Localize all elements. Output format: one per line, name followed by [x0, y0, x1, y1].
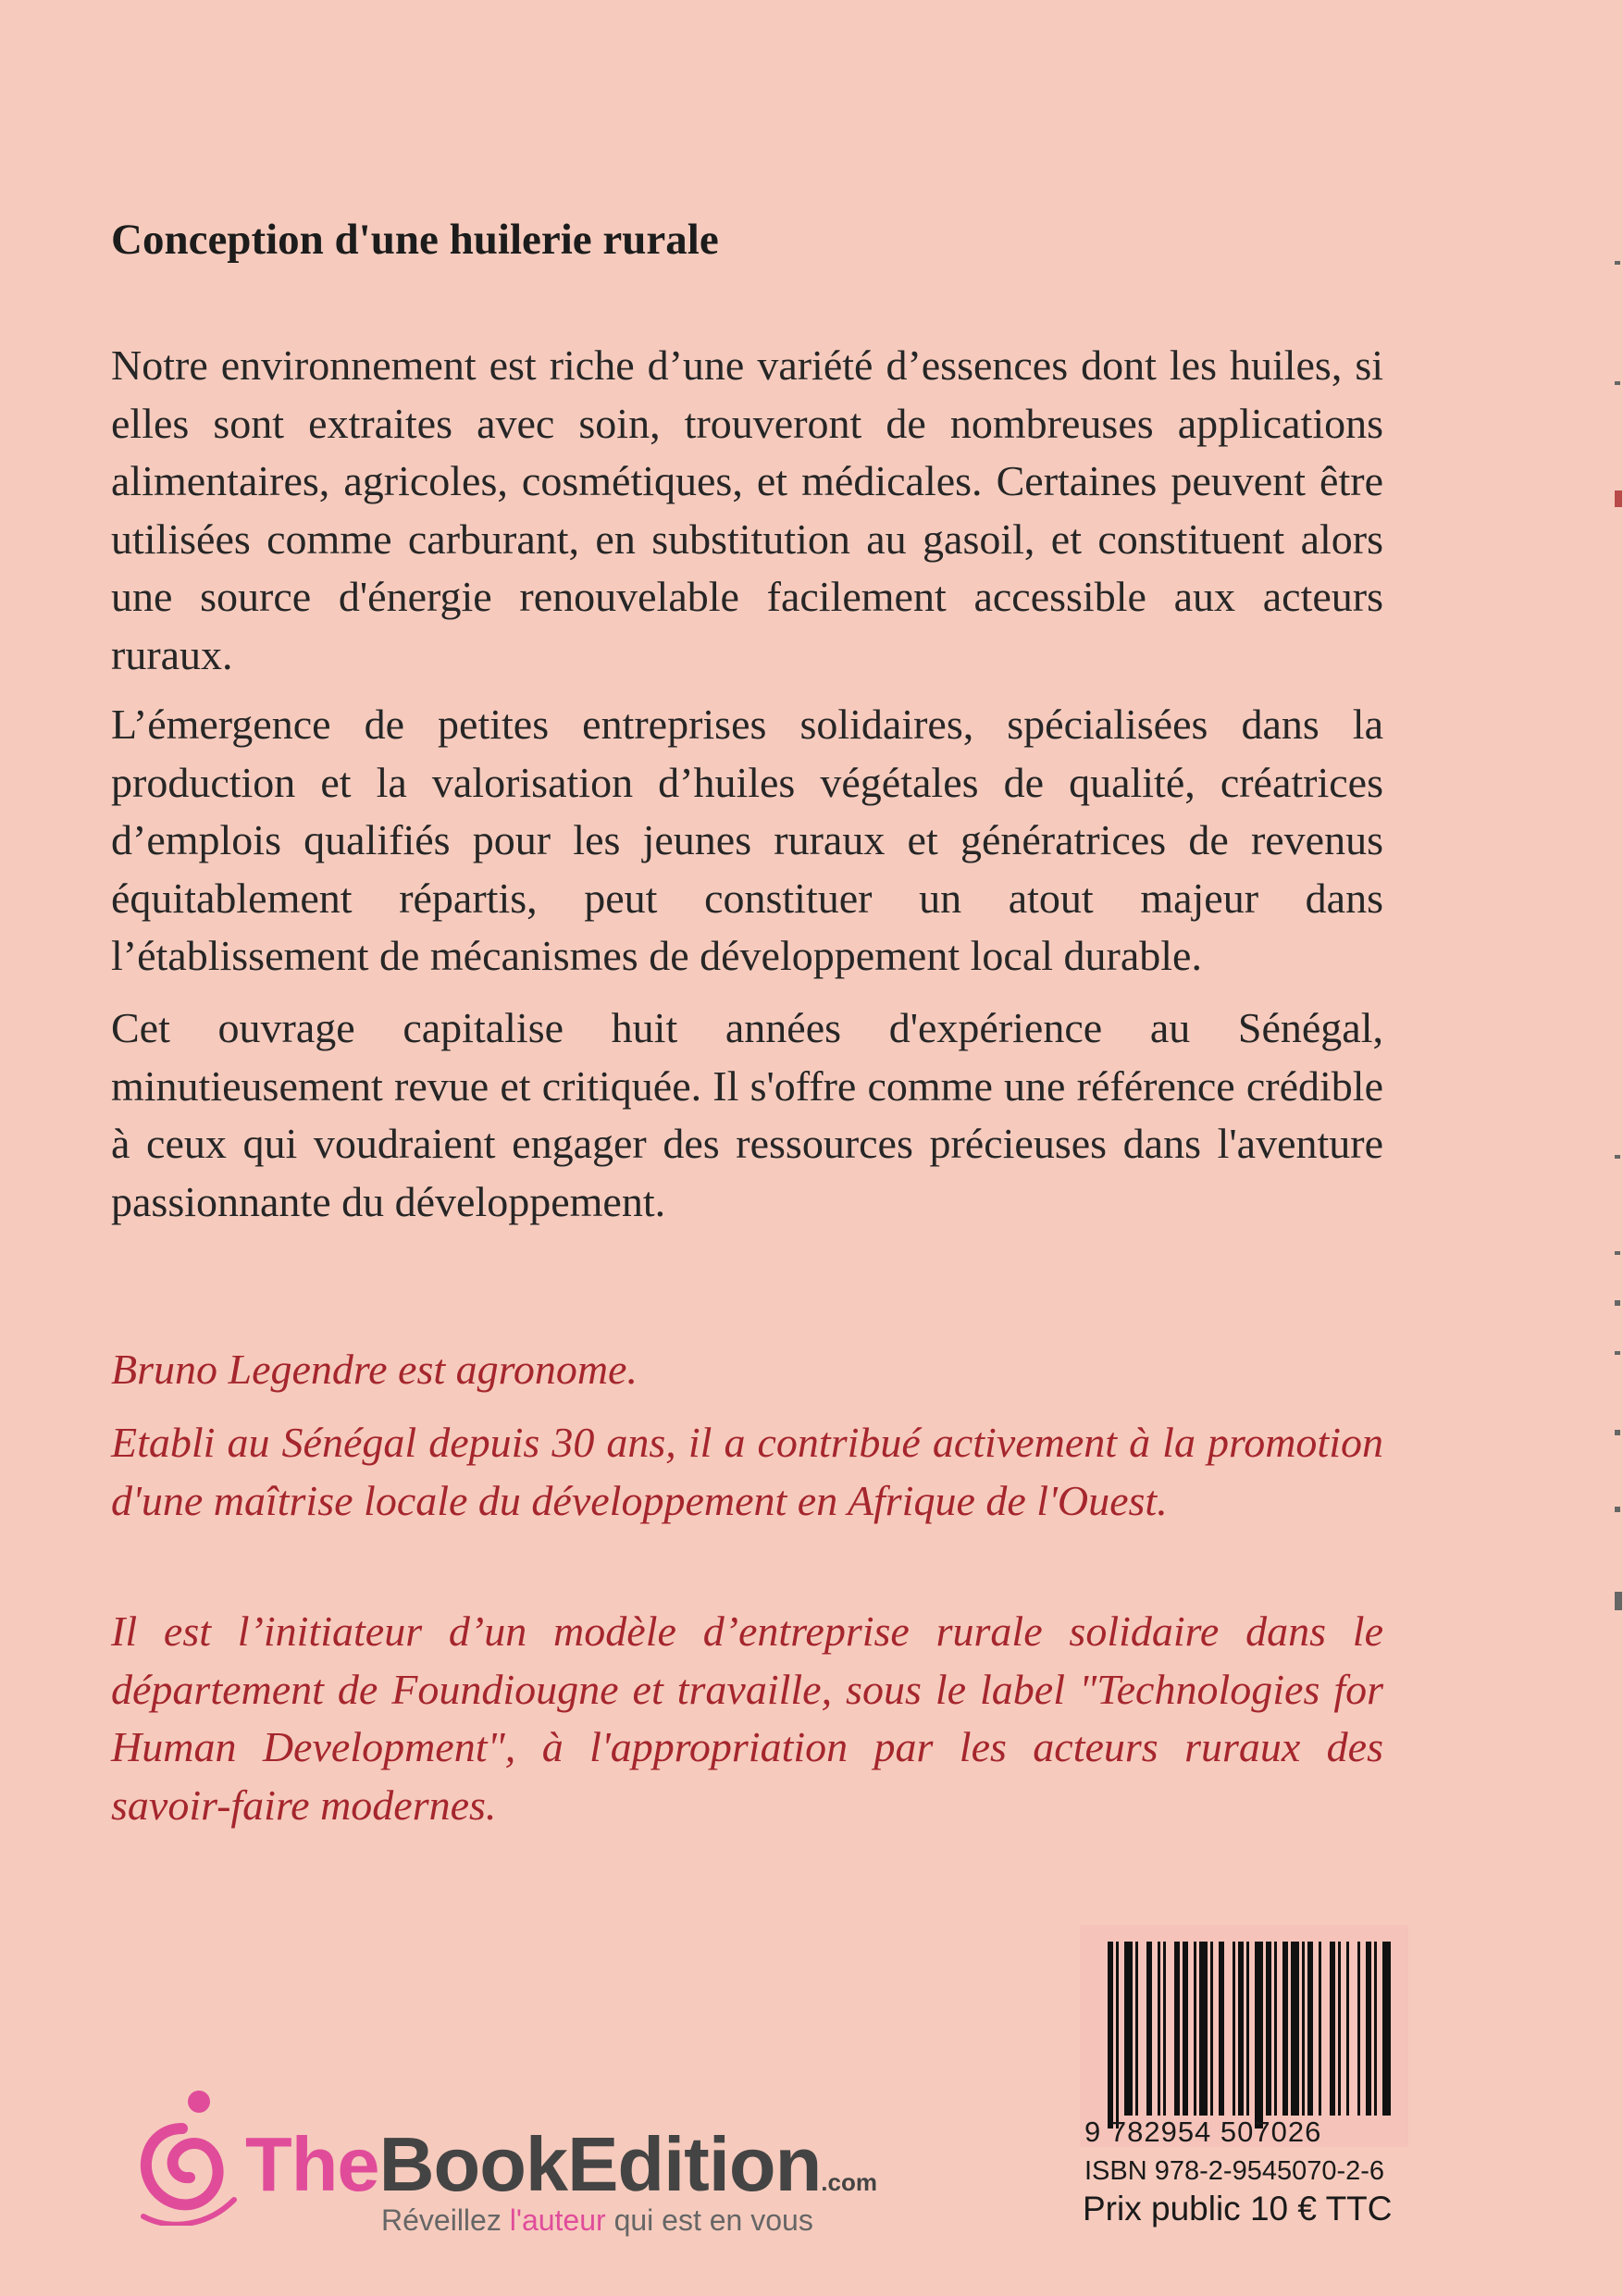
barcode-bar: [1108, 1942, 1113, 2128]
barcode-bar: [1233, 1942, 1235, 2116]
barcode-bar: [1374, 1942, 1377, 2116]
barcode-bar: [1238, 1942, 1244, 2116]
publisher-logo: [116, 2078, 930, 2244]
barcode-bar: [1194, 1942, 1196, 2116]
barcode-bar: [1210, 1942, 1213, 2116]
barcode-bar: [1366, 1942, 1371, 2116]
isbn-label: ISBN 978-2-9545070-2-6: [1084, 2156, 1385, 2186]
publisher-name: TheBookEdition.com: [245, 2121, 877, 2207]
barcode-bar: [1246, 1942, 1249, 2116]
barcode-bar: [1338, 1942, 1341, 2116]
barcode: [1080, 1925, 1408, 2147]
barcode-bar: [1255, 1942, 1263, 2128]
barcode-bar: [1330, 1942, 1335, 2116]
barcode-bar: [1291, 1942, 1299, 2116]
barcode-bar: [1357, 1942, 1360, 2116]
barcode-bar: [1124, 1942, 1133, 2116]
barcode-bar: [1382, 1942, 1391, 2116]
cover-edge-marks: [1612, 0, 1623, 2296]
barcode-bar: [1266, 1942, 1271, 2116]
barcode-bar: [1307, 1942, 1313, 2116]
barcode-bar: [1282, 1942, 1288, 2116]
barcode-bar: [1146, 1942, 1152, 2116]
description-paragraph: L’émergence de petites entreprises solidaires, spécialisées dans la production et la valorisation d’huiles végétales de qualité, créatrices d’emplois qualifiés pour les jeunes ruraux et génératrices de revenus équitablement répartis, peut constituer un atout majeur dans l’établissement de mécanismes de développement local durable.: [111, 701, 1383, 979]
barcode-digits: 9 782954 507026: [1084, 2116, 1322, 2148]
barcode-bar: [1174, 1942, 1180, 2116]
barcode-bar: [1158, 1942, 1160, 2116]
price-label: Prix public 10 € TTC: [1083, 2190, 1393, 2228]
barcode-bar: [1183, 1942, 1188, 2116]
description-paragraph: Notre environnement est riche d’une variété d’essences dont les huiles, si elles sont extraites avec soin, trouveront de nombreuses applications alimentaires, agricoles, cosmétiques, et médicales. Certaines peuvent être utilisées comme carburant, en substitution au gasoil, et constituent alors une source d'énergie renouvelable facilement accessible aux acteurs ruraux.: [111, 341, 1383, 678]
author-bio-paragraph: Etabli au Sénégal depuis 30 ans, il a contribué activement à la promotion d'une maîtrise locale du développement en Afrique de l'Ouest.: [111, 1419, 1383, 1524]
publisher-person-icon: [116, 2078, 245, 2226]
barcode-bar: [1163, 1942, 1166, 2116]
barcode-bar: [1219, 1942, 1224, 2116]
barcode-bar: [1302, 1942, 1305, 2116]
author-bio-paragraph: Il est l’initiateur d’un modèle d’entreprise rurale solidaire dans le département de Foundiougne et travaille, sous le label "Technologies for Human Development", à l'appropriation par les acteurs ruraux des savoir-faire modernes.: [111, 1607, 1383, 1829]
barcode-bar: [1274, 1942, 1277, 2116]
barcode-bar: [1346, 1942, 1349, 2116]
barcode-bar: [1199, 1942, 1208, 2116]
publisher-tagline: Réveillez l'auteur qui est en vous: [381, 2203, 813, 2237]
barcode-bar: [1319, 1942, 1321, 2116]
description-paragraph: Cet ouvrage capitalise huit années d'expérience au Sénégal, minutieusement revue et critiquée. Il s'offre comme une référence crédible à ceux qui voudraient engager des ressources précieuses dans l'aventure passionnante du développement.: [111, 1004, 1383, 1225]
page-title: Conception d'une huilerie rurale: [111, 216, 719, 264]
barcode-bar: [1116, 1942, 1119, 2128]
author-bio-line: Bruno Legendre est agronome.: [111, 1346, 638, 1393]
barcode-bar: [1135, 1942, 1138, 2116]
